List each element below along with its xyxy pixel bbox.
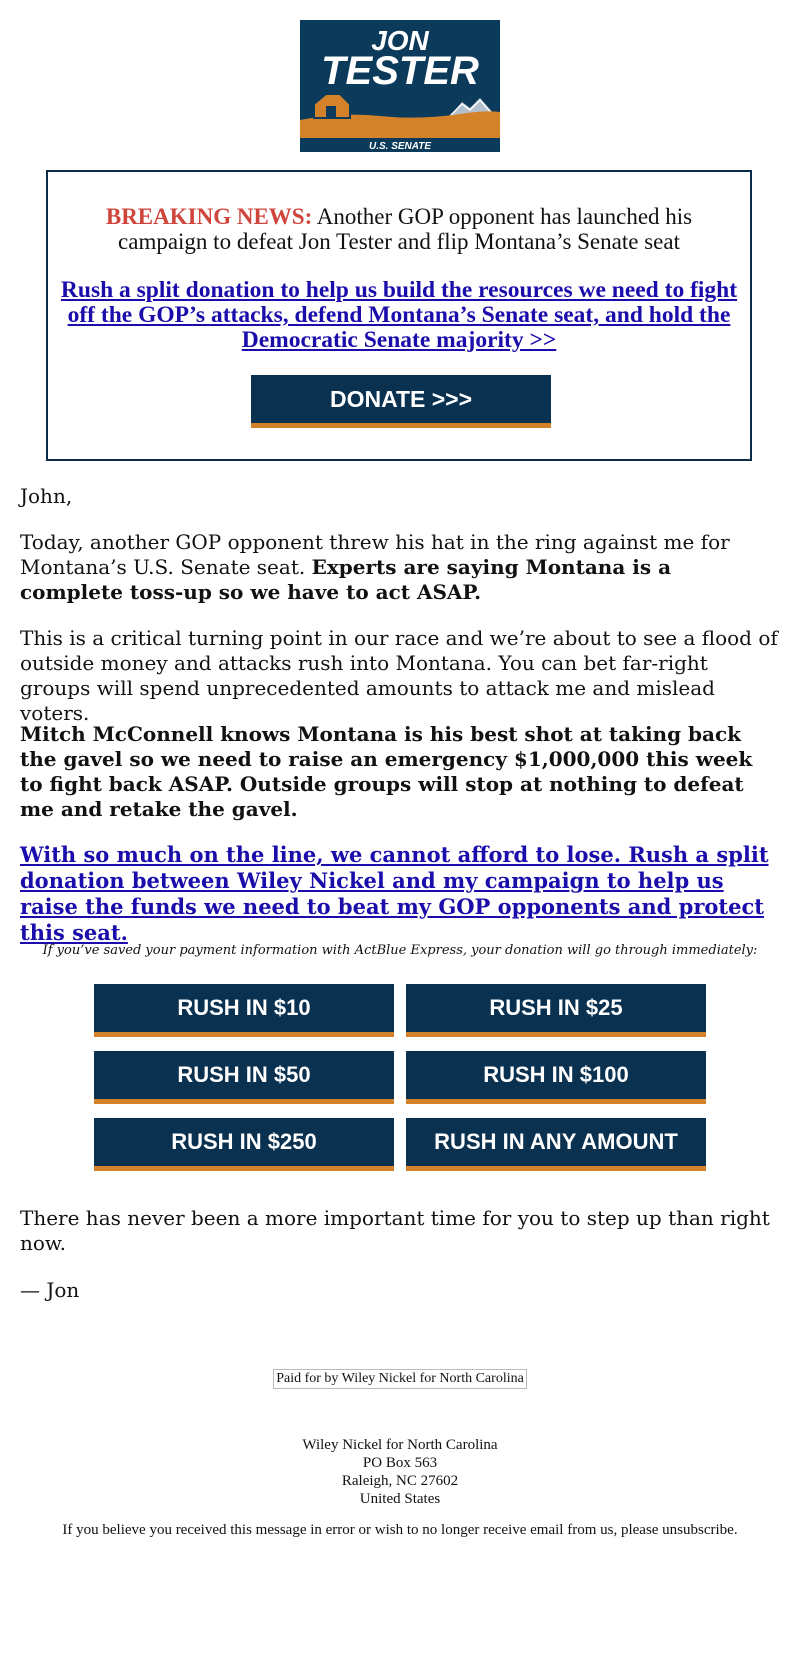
jon-tester-logo xyxy=(300,20,500,152)
signoff: — Jon xyxy=(20,1278,80,1302)
split-donation-body-link[interactable]: With so much on the line, we cannot afford to lose. Rush a split donation between Wiley Nickel and my campaign to help us raise the funds we need to beat my GOP opponents and protect this seat. xyxy=(20,842,769,945)
greeting: John, xyxy=(20,484,73,508)
donate-button[interactable]: DONATE >>> xyxy=(251,375,551,428)
paid-for-disclaimer xyxy=(0,1369,800,1389)
actblue-note: If you’ve saved your payment information with ActBlue Express, your donation will go through immediately: xyxy=(42,943,758,958)
address-line: PO Box 563 xyxy=(362,1455,438,1471)
mailing-address xyxy=(0,1436,800,1508)
paragraph-1-bold: Experts are saying Montana is a complete toss-up so we have to act ASAP. xyxy=(20,555,672,604)
rush-10-button[interactable]: RUSH IN $10 xyxy=(94,984,394,1037)
address-line: United States xyxy=(359,1491,441,1507)
logo-line1: JON xyxy=(371,25,429,56)
paid-for-text: Paid for by Wiley Nickel for North Carolina xyxy=(273,1369,527,1389)
paragraph-1 xyxy=(20,530,780,605)
paragraph-5: There has never been a more important time for you to step up than right now. xyxy=(20,1206,770,1255)
paragraph-3: Mitch McConnell knows Montana is his best shot at taking back the gavel so we need to raise an emergency $1,000,000 this week to fight back ASAP. Outside groups will stop at nothing to defeat me and retake the gavel. xyxy=(20,722,753,821)
logo-line2: TESTER xyxy=(321,49,479,93)
breaking-news-label: BREAKING NEWS: xyxy=(105,204,313,229)
paragraph-2: This is a critical turning point in our race and we’re about to see a flood of outside money and attacks rush into Montana. You can bet far-right groups will spend unprecedented amounts to attack me and mislead voters. xyxy=(20,626,778,725)
address-line: Raleigh, NC 27602 xyxy=(341,1473,459,1489)
address-line: Wiley Nickel for North Carolina xyxy=(302,1437,498,1453)
logo-subtitle: U.S. SENATE xyxy=(368,141,432,152)
rush-50-button[interactable]: RUSH IN $50 xyxy=(94,1051,394,1104)
rush-250-button[interactable]: RUSH IN $250 xyxy=(94,1118,394,1171)
breaking-news-body: Another GOP opponent has launched his campaign to defeat Jon Tester and flip Montana’s Senate seat xyxy=(118,204,693,254)
split-donation-link[interactable]: Rush a split donation to help us build the resources we need to fight off the GOP’s attacks, defend Montana’s Senate seat, and hold the Democratic Senate majority >> xyxy=(60,277,738,353)
breaking-news-text xyxy=(68,204,730,254)
paragraph-4 xyxy=(20,842,780,946)
rush-25-button[interactable]: RUSH IN $25 xyxy=(406,984,706,1037)
logo-graphic xyxy=(300,20,500,152)
paragraph-1-text: Today, another GOP opponent threw his hat in the ring against me for Montana’s U.S. Senate seat. xyxy=(20,530,730,579)
breaking-news-box xyxy=(46,170,752,461)
rush-any-amount-button[interactable]: RUSH IN ANY AMOUNT xyxy=(406,1118,706,1171)
unsubscribe-text: If you believe you received this message in error or wish to no longer receive email from us, please unsubscribe. xyxy=(62,1522,738,1538)
rush-100-button[interactable]: RUSH IN $100 xyxy=(406,1051,706,1104)
